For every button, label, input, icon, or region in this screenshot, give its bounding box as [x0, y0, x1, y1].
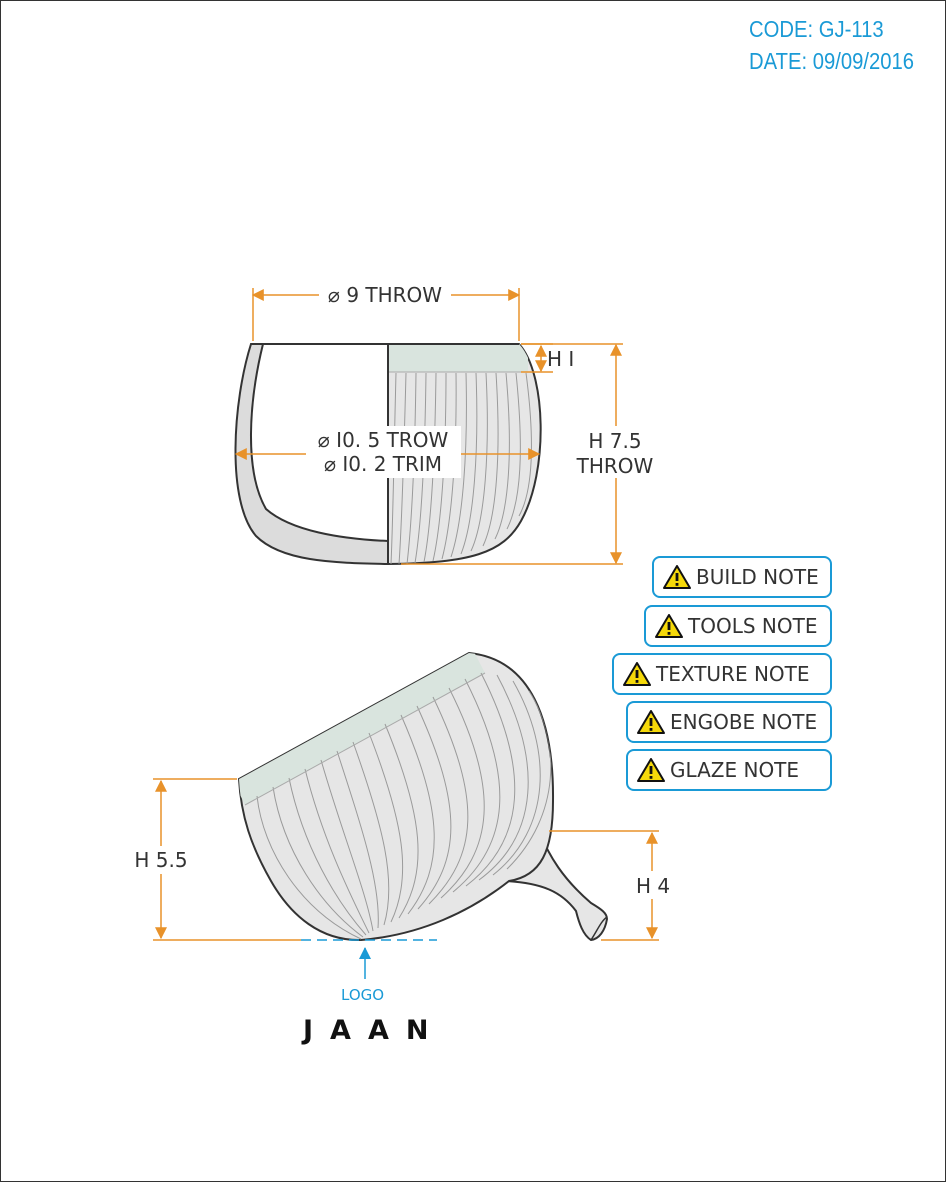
build-note-button[interactable] — [652, 556, 832, 598]
engobe-note-label: ENGOBE NOTE — [670, 710, 818, 734]
total-height-value: H 7.5 — [588, 429, 642, 453]
tools-note-button[interactable] — [644, 605, 832, 647]
warning-icon — [662, 564, 692, 590]
warning-icon — [654, 613, 684, 639]
tilted-height-label: H 5.5 — [134, 848, 188, 872]
date-label: DATE: 09/09/2016 — [749, 48, 915, 74]
handle-height-label: H 4 — [635, 874, 671, 898]
tools-note-label: TOOLS NOTE — [688, 614, 818, 638]
brand-logo: JAAN — [303, 1015, 446, 1046]
glaze-note-label: GLAZE NOTE — [670, 758, 800, 782]
warning-icon — [636, 757, 666, 783]
code-label: CODE: GJ-113 — [749, 16, 884, 42]
rim-height-label: H I — [547, 347, 575, 371]
warning-icon — [636, 709, 666, 735]
body-diameter-throw-label: ⌀ I0. 5 TROW — [317, 428, 449, 452]
logo-label: LOGO — [341, 986, 385, 1004]
texture-note-button[interactable] — [612, 653, 832, 695]
total-height-label: THROW — [576, 454, 654, 478]
glaze-note-button[interactable] — [626, 749, 832, 791]
texture-note-label: TEXTURE NOTE — [656, 662, 810, 686]
top-diameter-label: ⌀ 9 THROW — [327, 283, 443, 307]
engobe-note-button[interactable] — [626, 701, 832, 743]
tilted-view — [231, 646, 607, 979]
build-note-label: BUILD NOTE — [696, 565, 819, 589]
body-diameter-trim-label: ⌀ I0. 2 TRIM — [323, 452, 443, 476]
warning-icon — [622, 661, 652, 687]
